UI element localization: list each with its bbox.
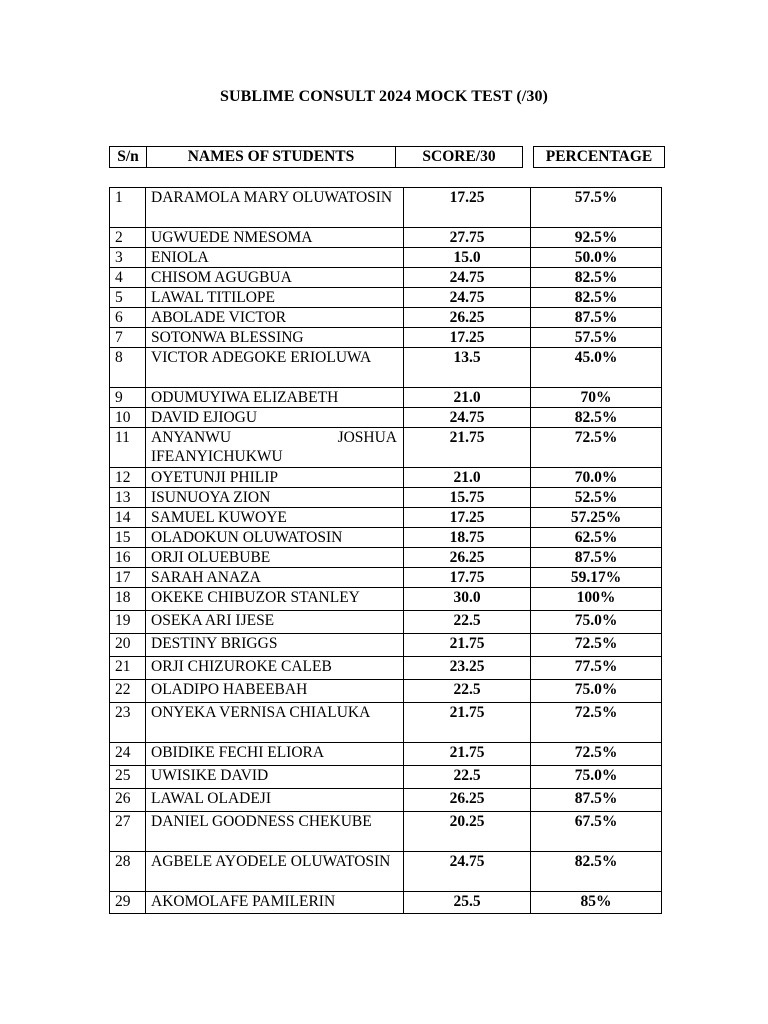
- row-student-name: AGBELE AYODELE OLUWATOSIN: [146, 852, 404, 892]
- table-row: [110, 408, 662, 428]
- row-sn: 23: [110, 703, 146, 743]
- row-student-name: AKOMOLAFE PAMILERIN: [146, 892, 404, 914]
- row-student-name: UWISIKE DAVID: [146, 766, 404, 789]
- row-score: 24.75: [404, 288, 531, 308]
- row-percentage: 82.5%: [531, 408, 662, 428]
- row-student-name: OKEKE CHIBUZOR STANLEY: [146, 588, 404, 611]
- row-student-name: LAWAL OLADEJI: [146, 789, 404, 812]
- table-row: [110, 703, 662, 743]
- row-sn: 1: [110, 188, 146, 228]
- row-score: 26.25: [404, 308, 531, 328]
- row-percentage: 45.0%: [531, 348, 662, 388]
- table-row: [110, 268, 662, 288]
- row-percentage: 82.5%: [531, 288, 662, 308]
- table-row: [110, 743, 662, 766]
- table-row: [110, 308, 662, 328]
- table-row: [110, 892, 662, 914]
- row-student-name: SARAH ANAZA: [146, 568, 404, 588]
- row-percentage: 72.5%: [531, 634, 662, 657]
- row-student-name: DANIEL GOODNESS CHEKUBE: [146, 812, 404, 852]
- row-score: 15.0: [404, 248, 531, 268]
- row-student-name: VICTOR ADEGOKE ERIOLUWA: [146, 348, 404, 388]
- row-sn: 29: [110, 892, 146, 914]
- row-score: 17.25: [404, 328, 531, 348]
- row-percentage: 52.5%: [531, 488, 662, 508]
- row-percentage: 70%: [531, 388, 662, 408]
- header-name: NAMES OF STUDENTS: [147, 147, 396, 168]
- row-score: 30.0: [404, 588, 531, 611]
- table-row: [110, 588, 662, 611]
- table-row: [110, 348, 662, 388]
- row-student-name: DARAMOLA MARY OLUWATOSIN: [146, 188, 404, 228]
- row-score: 18.75: [404, 528, 531, 548]
- row-sn: 7: [110, 328, 146, 348]
- row-percentage: 75.0%: [531, 611, 662, 634]
- row-score: 21.75: [404, 743, 531, 766]
- row-student-name: OSEKA ARI IJESE: [146, 611, 404, 634]
- row-score: 15.75: [404, 488, 531, 508]
- row-percentage: 85%: [531, 892, 662, 914]
- row-percentage: 82.5%: [531, 852, 662, 892]
- row-sn: 16: [110, 548, 146, 568]
- row-student-name: OLADIPO HABEEBAH: [146, 680, 404, 703]
- row-score: 17.75: [404, 568, 531, 588]
- document-title: SUBLIME CONSULT 2024 MOCK TEST (/30): [220, 88, 548, 105]
- row-percentage: 82.5%: [531, 268, 662, 288]
- row-percentage: 87.5%: [531, 308, 662, 328]
- row-percentage: 67.5%: [531, 812, 662, 852]
- table-row: [110, 611, 662, 634]
- row-student-name: LAWAL TITILOPE: [146, 288, 404, 308]
- row-percentage: 72.5%: [531, 703, 662, 743]
- row-score: 24.75: [404, 268, 531, 288]
- row-score: 26.25: [404, 548, 531, 568]
- row-sn: 15: [110, 528, 146, 548]
- table-row: [110, 228, 662, 248]
- table-row: [110, 188, 662, 228]
- row-sn: 10: [110, 408, 146, 428]
- table-row: [110, 766, 662, 789]
- row-score: 21.75: [404, 428, 531, 468]
- row-student-name: ODUMUYIWA ELIZABETH: [146, 388, 404, 408]
- row-percentage: 57.5%: [531, 188, 662, 228]
- row-score: 25.5: [404, 892, 531, 914]
- scores-table-body: [110, 188, 662, 914]
- row-sn: 18: [110, 588, 146, 611]
- row-sn: 19: [110, 611, 146, 634]
- row-sn: 21: [110, 657, 146, 680]
- row-percentage: 62.5%: [531, 528, 662, 548]
- row-student-name: SOTONWA BLESSING: [146, 328, 404, 348]
- row-student-name: UGWUEDE NMESOMA: [146, 228, 404, 248]
- row-score: 24.75: [404, 852, 531, 892]
- row-student-name: OBIDIKE FECHI ELIORA: [146, 743, 404, 766]
- header-score: SCORE/30: [396, 147, 523, 168]
- row-student-name: CHISOM AGUGBUA: [146, 268, 404, 288]
- row-student-name: ABOLADE VICTOR: [146, 308, 404, 328]
- row-percentage: 72.5%: [531, 743, 662, 766]
- header-table: [109, 146, 665, 168]
- table-row: [110, 328, 662, 348]
- table-row: [110, 634, 662, 657]
- row-percentage: 72.5%: [531, 428, 662, 468]
- row-sn: 27: [110, 812, 146, 852]
- header-gap: [523, 147, 534, 168]
- row-sn: 25: [110, 766, 146, 789]
- row-score: 24.75: [404, 408, 531, 428]
- row-score: 21.0: [404, 388, 531, 408]
- table-row: [110, 789, 662, 812]
- row-score: 27.75: [404, 228, 531, 248]
- row-sn: 28: [110, 852, 146, 892]
- table-row: [110, 657, 662, 680]
- row-percentage: 92.5%: [531, 228, 662, 248]
- row-percentage: 75.0%: [531, 766, 662, 789]
- row-student-name: DAVID EJIOGU: [146, 408, 404, 428]
- row-percentage: 75.0%: [531, 680, 662, 703]
- table-row: [110, 852, 662, 892]
- row-score: 22.5: [404, 680, 531, 703]
- row-sn: 24: [110, 743, 146, 766]
- table-row: [110, 428, 662, 468]
- row-score: 13.5: [404, 348, 531, 388]
- table-row: [110, 508, 662, 528]
- row-score: 17.25: [404, 188, 531, 228]
- row-sn: 12: [110, 468, 146, 488]
- row-percentage: 59.17%: [531, 568, 662, 588]
- row-student-name: DESTINY BRIGGS: [146, 634, 404, 657]
- row-score: 21.0: [404, 468, 531, 488]
- row-percentage: 100%: [531, 588, 662, 611]
- row-student-name: ANYANWU JOSHUA IFEANYICHUKWU: [146, 428, 404, 468]
- row-sn: 17: [110, 568, 146, 588]
- row-student-name: OLADOKUN OLUWATOSIN: [146, 528, 404, 548]
- row-sn: 8: [110, 348, 146, 388]
- row-student-name: ISUNUOYA ZION: [146, 488, 404, 508]
- table-row: [110, 568, 662, 588]
- row-percentage: 70.0%: [531, 468, 662, 488]
- row-percentage: 77.5%: [531, 657, 662, 680]
- row-sn: 11: [110, 428, 146, 468]
- table-row: [110, 388, 662, 408]
- table-row: [110, 812, 662, 852]
- row-sn: 9: [110, 388, 146, 408]
- row-sn: 22: [110, 680, 146, 703]
- table-row: [110, 488, 662, 508]
- row-percentage: 50.0%: [531, 248, 662, 268]
- row-score: 22.5: [404, 766, 531, 789]
- row-sn: 20: [110, 634, 146, 657]
- row-sn: 26: [110, 789, 146, 812]
- row-score: 26.25: [404, 789, 531, 812]
- header-sn: S/n: [110, 147, 147, 168]
- row-score: 21.75: [404, 703, 531, 743]
- row-percentage: 87.5%: [531, 789, 662, 812]
- table-row: [110, 468, 662, 488]
- row-percentage: 57.5%: [531, 328, 662, 348]
- table-row: [110, 288, 662, 308]
- row-student-name: SAMUEL KUWOYE: [146, 508, 404, 528]
- row-score: 21.75: [404, 634, 531, 657]
- header-row: [110, 147, 665, 168]
- row-score: 20.25: [404, 812, 531, 852]
- row-student-name: ONYEKA VERNISA CHIALUKA: [146, 703, 404, 743]
- row-percentage: 57.25%: [531, 508, 662, 528]
- row-sn: 2: [110, 228, 146, 248]
- row-score: 22.5: [404, 611, 531, 634]
- row-score: 23.25: [404, 657, 531, 680]
- table-row: [110, 248, 662, 268]
- header-percentage: PERCENTAGE: [534, 147, 665, 168]
- row-sn: 14: [110, 508, 146, 528]
- row-sn: 3: [110, 248, 146, 268]
- row-percentage: 87.5%: [531, 548, 662, 568]
- row-sn: 5: [110, 288, 146, 308]
- row-sn: 6: [110, 308, 146, 328]
- row-sn: 4: [110, 268, 146, 288]
- table-row: [110, 528, 662, 548]
- row-student-name: ORJI CHIZUROKE CALEB: [146, 657, 404, 680]
- row-student-name: OYETUNJI PHILIP: [146, 468, 404, 488]
- row-score: 17.25: [404, 508, 531, 528]
- row-sn: 13: [110, 488, 146, 508]
- table-row: [110, 680, 662, 703]
- scores-table: [109, 187, 662, 914]
- row-student-name: ORJI OLUEBUBE: [146, 548, 404, 568]
- table-row: [110, 548, 662, 568]
- row-student-name: ENIOLA: [146, 248, 404, 268]
